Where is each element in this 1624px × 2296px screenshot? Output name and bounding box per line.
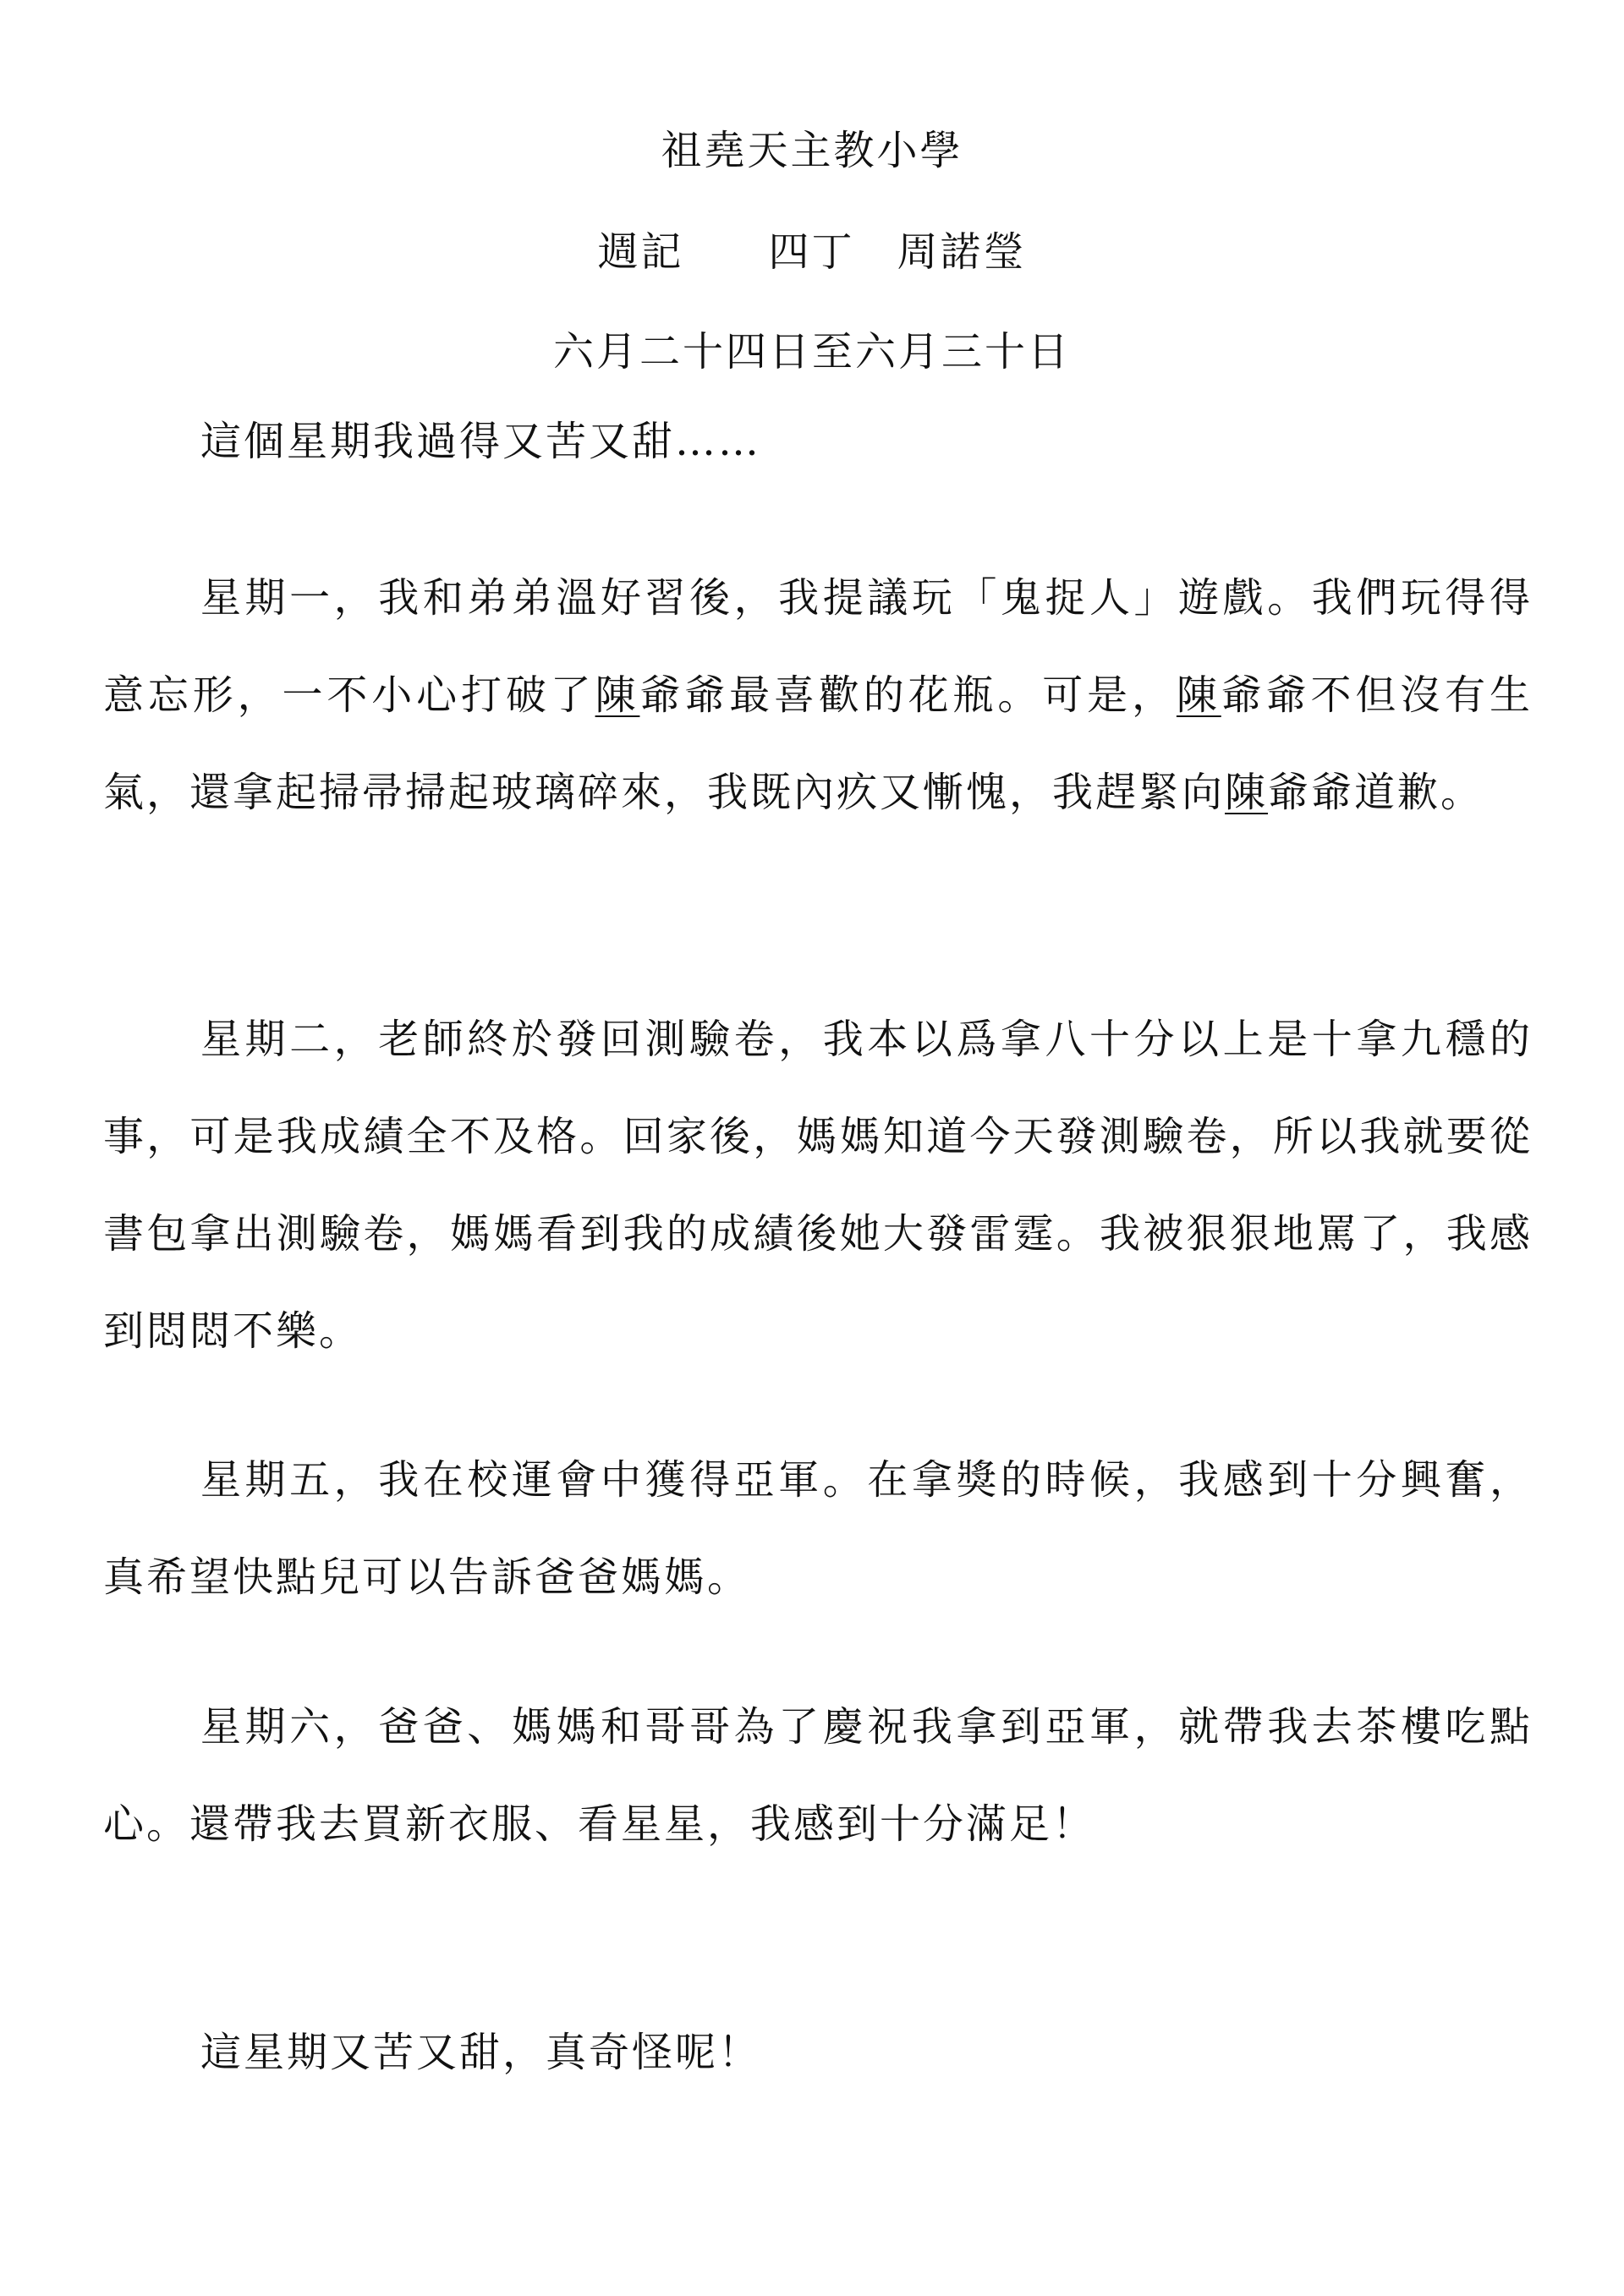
proper-name-mark: 陳 xyxy=(1176,671,1221,719)
monday-text-1: 星期一，我和弟弟溫好習後，我提議玩「鬼捉人」遊戲。我們玩得得意忘形，一不小心打破了 xyxy=(103,574,1533,719)
monday-text-3: 爺爺不但沒有生氣，還拿起掃帚掃起玻璃碎來，我既內疚又慚愧，我趕緊向 xyxy=(103,671,1533,816)
student-name: 周諾瑩 xyxy=(897,228,1027,276)
intro-paragraph: 這個星期我過得又苦又甜…… xyxy=(200,418,762,465)
proper-name-mark: 陳 xyxy=(1225,769,1269,816)
diary-type-label: 週記 xyxy=(597,228,684,276)
class-label: 四丁 xyxy=(768,228,855,276)
monday-text-2: 爺爺最喜歡的花瓶。可是， xyxy=(639,671,1177,719)
saturday-paragraph: 星期六，爸爸、媽媽和哥哥為了慶祝我拿到亞軍，就帶我去茶樓吃點心。還帶我去買新衣服、看星星，我感到十分滿足！ xyxy=(103,1703,1533,1848)
proper-name-mark: 陳 xyxy=(595,671,640,719)
monday-paragraph xyxy=(103,550,1533,841)
monday-text-4: 爺爺道歉。 xyxy=(1268,769,1484,816)
date-range: 六月二十四日至六月三十日 xyxy=(552,328,1071,375)
friday-paragraph: 星期五，我在校運會中獲得亞軍。在拿獎的時候，我感到十分興奮，真希望快點兒可以告訴爸爸媽媽。 xyxy=(103,1456,1533,1601)
ending-paragraph: 這星期又苦又甜，真奇怪呢！ xyxy=(200,2029,762,2076)
diary-header xyxy=(0,227,1624,277)
tuesday-paragraph: 星期二，老師終於發回測驗卷，我本以爲拿八十分以上是十拿九穩的事，可是我成績全不及格。回家後，媽媽知道今天發測驗卷，所以我就要從書包拿出測驗卷，媽媽看到我的成績後她大發雷霆。我被狠狠地罵了，我感到悶悶不樂。 xyxy=(103,1016,1533,1355)
school-name-title: 祖堯天主教小學 xyxy=(661,127,963,174)
